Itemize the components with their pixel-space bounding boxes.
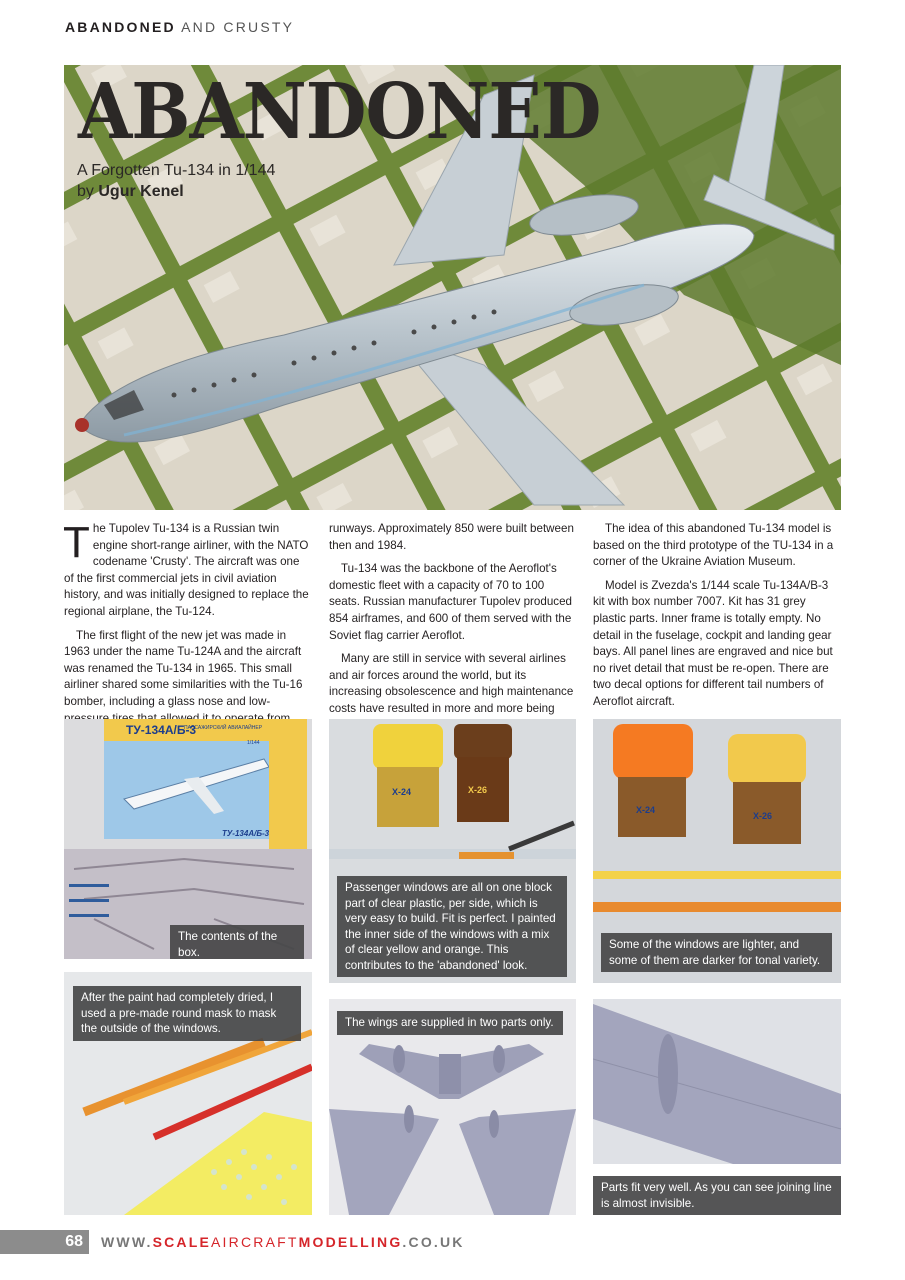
photo-fit	[593, 999, 841, 1215]
article-paragraph: Many are still in service with several airlines and air forces around the world, but its increasing obsolescence and high maintenance costs have resulted in more and more being	[329, 652, 574, 715]
hero-subtitle-block	[77, 160, 275, 202]
url-prefix: WWW.	[101, 1234, 153, 1250]
box-subtitle: ПАССАЖИРСКИЙ АВИАЛАЙНЕР	[184, 725, 263, 731]
section-header-light: AND CRUSTY	[181, 19, 295, 35]
box-illustration	[64, 719, 312, 959]
photo-box-contents	[64, 719, 312, 959]
url-modelling: MODELLING	[298, 1234, 403, 1250]
caption-mask: After the paint had completely dried, I used a pre-made round mask to mask the outside of the windows.	[73, 986, 301, 1041]
jar-label-x26: X-26	[753, 811, 773, 821]
article-paragraph: The Tupolev Tu-134 is a Russian twin engine short-range airliner, with the NATO codename 'Crusty'. The aircraft was one of the first commercial jets in civil aviation history, and was initially designed to replace the regional airplane, the Tu-124.	[63, 518, 309, 618]
caption-paints-windows: Passenger windows are all on one block part of clear plastic, per side, which is very easy to build. Fit is perfect. I painted the inner side of the windows with a mix of clear yellow and orange. This contributes to the 'abandoned' look.	[337, 876, 567, 977]
caption-paints-tones: Some of the windows are lighter, and some of them are darker for tonal variety.	[601, 933, 832, 972]
hero-author: Ugur Kenel	[98, 183, 184, 200]
photo-paints-windows	[329, 719, 576, 983]
caption-box-contents: The contents of the box.	[170, 925, 304, 959]
drop-cap: T	[63, 518, 90, 567]
article-column-1	[63, 518, 312, 751]
article-paragraph: Tu-134 was the backbone of the Aeroflot's domestic fleet with a capacity of 70 to 100 seats. Russian manufacturer Tupolev produced 854 airframes, and 600 of them served with the Soviet flag carrier Aeroflot.	[329, 562, 572, 642]
url-aircraft: AIRCRAFT	[211, 1234, 299, 1250]
hero-title: ABANDONED	[78, 65, 601, 157]
hero-photo	[64, 65, 841, 510]
caption-wings: The wings are supplied in two parts only.	[337, 1011, 563, 1035]
hero-byline	[77, 181, 275, 202]
hero-by: by	[77, 183, 94, 200]
section-header-bold: ABANDONED	[65, 19, 176, 35]
article-paragraph: The idea of this abandoned Tu-134 model is based on the third prototype of the TU-134 in a corner of the Ukraine Aviation Museum.	[593, 522, 834, 569]
jar-label-x26: X-26	[468, 785, 488, 795]
url-scale: SCALE	[152, 1234, 212, 1250]
hero-subtitle: A Forgotten Tu-134 in 1/144	[77, 162, 276, 179]
jar-label-x24: X-24	[392, 787, 412, 797]
url-suffix: .CO.UK	[402, 1234, 465, 1250]
photo-mask	[64, 972, 312, 1215]
jar-label-x24: X-24	[636, 805, 656, 815]
article-paragraph: Model is Zvezda's 1/144 scale Tu-134A/B-3 kit with box number 7007. Kit has 31 grey plastic parts. Inner frame is totally empty. No detail in the fuselage, cockpit and landing gear bays. All panel lines are engraved and nice but no rivet detail that must be re-open. There are two decal options for different tail numbers of Aeroflot aircraft.	[593, 578, 833, 708]
box-title: ТУ-134А/Б-3	[126, 723, 197, 737]
article-column-2	[329, 521, 577, 741]
photo-wings	[329, 999, 576, 1215]
article-paragraph: runways. Approximately 850 were built between then and 1984.	[329, 522, 574, 552]
box-side: ТУ-134А/Б-3	[222, 829, 270, 838]
website-url[interactable]	[101, 1234, 465, 1250]
page-number: 68	[0, 1230, 89, 1254]
article-paragraph: The first flight of the new jet was made in 1963 under the name Tu-124A and the aircraft was renamed the Tu-134 in 1965. This small airliner shared some similarities with the Tu-16 bomber, including a glass nose and low-	[64, 628, 303, 708]
photo-paints-tones	[593, 719, 841, 983]
caption-fit: Parts fit very well. As you can see joining line is almost invisible.	[593, 1176, 841, 1215]
box-scale: 1/144	[247, 740, 260, 746]
article-column-3	[593, 521, 841, 718]
section-header	[65, 19, 294, 35]
